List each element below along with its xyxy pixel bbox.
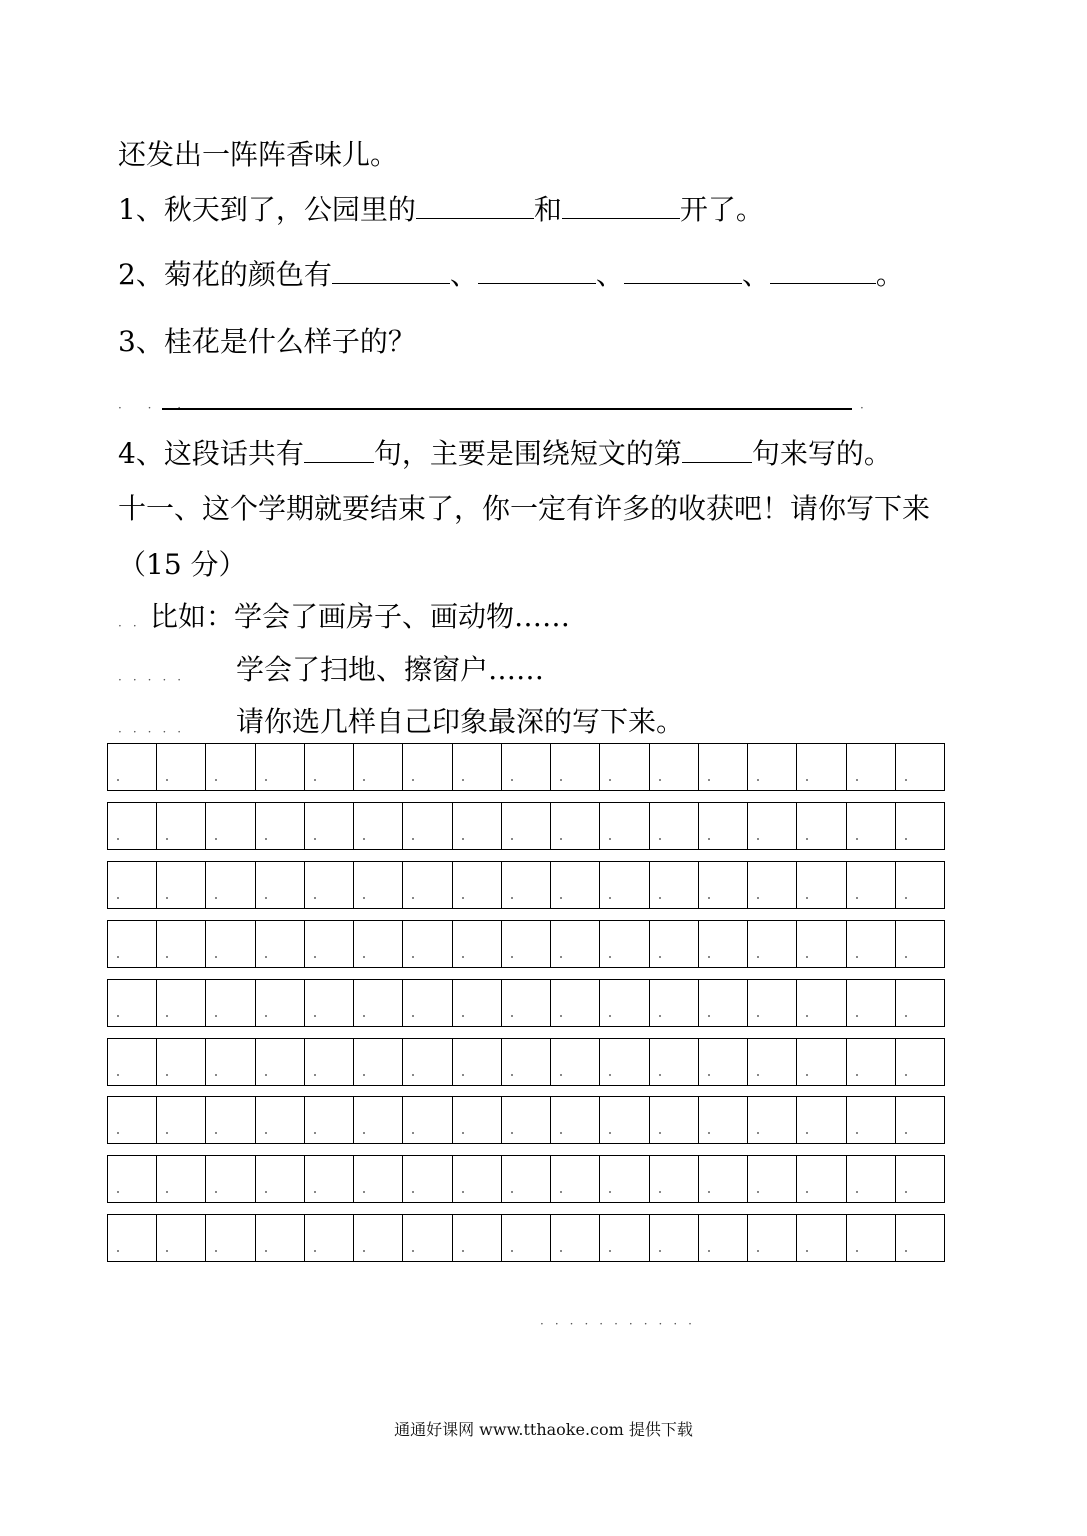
grid-cell[interactable] — [502, 1215, 551, 1261]
grid-cell[interactable] — [699, 1097, 748, 1143]
grid-cell[interactable] — [600, 1215, 649, 1261]
grid-cell[interactable] — [896, 744, 944, 790]
grid-cell[interactable] — [748, 921, 797, 967]
grid-row — [107, 1155, 945, 1203]
grid-cell[interactable] — [600, 980, 649, 1026]
grid-cell[interactable] — [206, 1156, 255, 1202]
example-2-text: 学会了扫地、擦窗户…… — [236, 653, 545, 686]
grid-cell[interactable] — [157, 1039, 206, 1085]
answer-line[interactable] — [162, 408, 852, 410]
grid-cell[interactable] — [847, 1215, 896, 1261]
grid-cell[interactable] — [551, 744, 600, 790]
grid-cell[interactable] — [108, 1215, 157, 1261]
grid-cell[interactable] — [896, 1156, 944, 1202]
question-4-prefix: 4、这段话共有 — [118, 437, 304, 470]
grid-cell[interactable] — [847, 803, 896, 849]
grid-cell[interactable] — [699, 1215, 748, 1261]
grid-cell[interactable] — [157, 803, 206, 849]
grid-cell[interactable] — [551, 1039, 600, 1085]
grid-cell[interactable] — [206, 980, 255, 1026]
dot-leader: ····· — [118, 673, 193, 687]
grid-cell[interactable] — [896, 1039, 944, 1085]
grid-cell[interactable] — [650, 980, 699, 1026]
grid-row — [107, 743, 945, 791]
grid-cell[interactable] — [551, 980, 600, 1026]
grid-cell[interactable] — [896, 803, 944, 849]
grid-cell[interactable] — [650, 921, 699, 967]
grid-cell[interactable] — [354, 744, 403, 790]
question-3-text: 3、桂花是什么样子的？ — [118, 325, 416, 358]
grid-cell[interactable] — [305, 921, 354, 967]
grid-cell[interactable] — [502, 921, 551, 967]
answer-blank[interactable] — [332, 261, 450, 284]
grid-cell[interactable] — [108, 862, 157, 908]
grid-cell[interactable] — [354, 921, 403, 967]
question-4 — [118, 437, 892, 471]
grid-cell[interactable] — [797, 803, 846, 849]
grid-cell[interactable] — [699, 980, 748, 1026]
grid-cell[interactable] — [108, 1156, 157, 1202]
grid-cell[interactable] — [206, 862, 255, 908]
example-line-1 — [150, 600, 570, 634]
grid-cell[interactable] — [453, 980, 502, 1026]
grid-cell[interactable] — [256, 921, 305, 967]
grid-cell[interactable] — [403, 744, 452, 790]
answer-blank[interactable] — [770, 261, 876, 284]
continuation-line — [118, 138, 398, 172]
question-1 — [118, 193, 764, 227]
grid-cell[interactable] — [748, 744, 797, 790]
grid-cell[interactable] — [847, 980, 896, 1026]
question-4-mid: 句，主要是围绕短文的第 — [373, 437, 682, 470]
grid-cell[interactable] — [551, 1156, 600, 1202]
grid-cell[interactable] — [896, 862, 944, 908]
grid-cell[interactable] — [157, 1215, 206, 1261]
grid-row — [107, 920, 945, 968]
grid-cell[interactable] — [108, 1097, 157, 1143]
grid-cell[interactable] — [256, 1156, 305, 1202]
separator: 、 — [449, 258, 478, 291]
dot-leader: ····· — [118, 725, 193, 739]
grid-cell[interactable] — [305, 1097, 354, 1143]
grid-cell[interactable] — [256, 803, 305, 849]
score-text: （15 分） — [118, 548, 247, 581]
grid-row — [107, 1096, 945, 1144]
grid-cell[interactable] — [748, 1215, 797, 1261]
grid-cell[interactable] — [453, 862, 502, 908]
grid-cell[interactable] — [502, 1156, 551, 1202]
grid-cell[interactable] — [551, 1215, 600, 1261]
question-1-suffix: 开了。 — [679, 193, 764, 226]
grid-cell[interactable] — [748, 862, 797, 908]
answer-blank[interactable] — [416, 196, 534, 219]
grid-cell[interactable] — [256, 744, 305, 790]
grid-cell[interactable] — [847, 1097, 896, 1143]
grid-cell[interactable] — [502, 744, 551, 790]
grid-cell[interactable] — [403, 803, 452, 849]
grid-cell[interactable] — [797, 1039, 846, 1085]
grid-cell[interactable] — [354, 1039, 403, 1085]
grid-cell[interactable] — [650, 1039, 699, 1085]
question-2-end: 。 — [875, 258, 904, 291]
question-3 — [118, 325, 416, 359]
grid-cell[interactable] — [797, 1156, 846, 1202]
example-line-2 — [236, 653, 544, 687]
grid-cell[interactable] — [354, 803, 403, 849]
grid-cell[interactable] — [896, 921, 944, 967]
separator: 、 — [741, 258, 770, 291]
grid-cell[interactable] — [797, 1215, 846, 1261]
grid-cell[interactable] — [699, 862, 748, 908]
grid-cell[interactable] — [699, 1039, 748, 1085]
grid-row — [107, 979, 945, 1027]
dot-leader: ··········· — [540, 1317, 703, 1331]
grid-cell[interactable] — [453, 803, 502, 849]
grid-cell[interactable] — [748, 1156, 797, 1202]
grid-cell[interactable] — [256, 862, 305, 908]
grid-cell[interactable] — [403, 1039, 452, 1085]
answer-blank[interactable] — [562, 196, 680, 219]
grid-cell[interactable] — [502, 862, 551, 908]
grid-cell[interactable] — [847, 744, 896, 790]
dot-leader: ·· — [118, 619, 148, 633]
grid-cell[interactable] — [453, 744, 502, 790]
grid-cell[interactable] — [551, 1097, 600, 1143]
grid-cell[interactable] — [502, 1039, 551, 1085]
grid-cell[interactable] — [256, 980, 305, 1026]
grid-cell[interactable] — [157, 862, 206, 908]
answer-blank[interactable] — [478, 261, 596, 284]
question-1-prefix: 1、秋天到了，公园里的 — [118, 193, 416, 226]
grid-cell[interactable] — [551, 803, 600, 849]
answer-blank[interactable] — [304, 440, 374, 463]
grid-cell[interactable] — [305, 744, 354, 790]
dot-leader: · · · — [118, 401, 193, 415]
grid-cell[interactable] — [354, 862, 403, 908]
question-1-mid: 和 — [533, 193, 562, 226]
grid-cell[interactable] — [699, 803, 748, 849]
example-line-3 — [236, 705, 684, 739]
grid-cell[interactable] — [600, 744, 649, 790]
grid-cell[interactable] — [600, 1097, 649, 1143]
grid-row — [107, 802, 945, 850]
grid-cell[interactable] — [797, 744, 846, 790]
grid-cell[interactable] — [108, 980, 157, 1026]
answer-blank[interactable] — [682, 440, 752, 463]
grid-cell[interactable] — [896, 1097, 944, 1143]
grid-cell[interactable] — [748, 980, 797, 1026]
grid-cell[interactable] — [847, 921, 896, 967]
grid-row — [107, 1214, 945, 1262]
grid-cell[interactable] — [650, 1097, 699, 1143]
grid-cell[interactable] — [847, 1039, 896, 1085]
grid-cell[interactable] — [157, 921, 206, 967]
question-2 — [118, 258, 904, 292]
grid-cell[interactable] — [354, 980, 403, 1026]
grid-cell[interactable] — [157, 744, 206, 790]
grid-cell[interactable] — [600, 803, 649, 849]
example-3-text: 请你选几样自己印象最深的写下来。 — [236, 705, 685, 738]
grid-cell[interactable] — [453, 1156, 502, 1202]
grid-cell[interactable] — [699, 744, 748, 790]
grid-cell[interactable] — [797, 980, 846, 1026]
grid-cell[interactable] — [650, 1215, 699, 1261]
question-2-prefix: 2、菊花的颜色有 — [118, 258, 332, 291]
grid-cell[interactable] — [403, 1215, 452, 1261]
separator: 、 — [595, 258, 624, 291]
grid-cell[interactable] — [650, 744, 699, 790]
grid-cell[interactable] — [206, 744, 255, 790]
grid-cell[interactable] — [206, 803, 255, 849]
grid-cell[interactable] — [305, 1039, 354, 1085]
grid-cell[interactable] — [650, 803, 699, 849]
grid-cell[interactable] — [797, 862, 846, 908]
continuation-text: 还发出一阵阵香味儿。 — [118, 138, 399, 171]
grid-cell[interactable] — [206, 1039, 255, 1085]
grid-cell[interactable] — [157, 1156, 206, 1202]
grid-cell[interactable] — [502, 1097, 551, 1143]
grid-cell[interactable] — [403, 1156, 452, 1202]
grid-cell[interactable] — [256, 1039, 305, 1085]
grid-cell[interactable] — [748, 1097, 797, 1143]
grid-cell[interactable] — [206, 1097, 255, 1143]
grid-cell[interactable] — [354, 1097, 403, 1143]
grid-cell[interactable] — [600, 1156, 649, 1202]
grid-cell[interactable] — [305, 1215, 354, 1261]
grid-cell[interactable] — [797, 921, 846, 967]
grid-cell[interactable] — [600, 921, 649, 967]
grid-cell[interactable] — [157, 1097, 206, 1143]
grid-cell[interactable] — [403, 1097, 452, 1143]
grid-cell[interactable] — [699, 921, 748, 967]
grid-cell[interactable] — [502, 980, 551, 1026]
grid-cell[interactable] — [847, 1156, 896, 1202]
grid-cell[interactable] — [305, 1156, 354, 1202]
grid-cell[interactable] — [453, 921, 502, 967]
grid-cell[interactable] — [108, 803, 157, 849]
grid-cell[interactable] — [403, 862, 452, 908]
grid-cell[interactable] — [453, 1097, 502, 1143]
grid-row — [107, 861, 945, 909]
section-11-score — [118, 548, 247, 582]
grid-cell[interactable] — [206, 921, 255, 967]
section-11-title — [118, 492, 930, 526]
writing-grid — [107, 743, 945, 1264]
grid-cell[interactable] — [206, 1215, 255, 1261]
grid-cell[interactable] — [256, 1097, 305, 1143]
grid-cell[interactable] — [551, 921, 600, 967]
grid-cell[interactable] — [403, 980, 452, 1026]
grid-cell[interactable] — [896, 1215, 944, 1261]
footer-credit: 通通好课网 www.tthaoke.com 提供下载 — [394, 1420, 693, 1439]
grid-cell[interactable] — [305, 803, 354, 849]
grid-cell[interactable] — [453, 1039, 502, 1085]
grid-cell[interactable] — [502, 803, 551, 849]
grid-cell[interactable] — [600, 862, 649, 908]
grid-cell[interactable] — [896, 980, 944, 1026]
grid-cell[interactable] — [699, 1156, 748, 1202]
grid-cell[interactable] — [108, 744, 157, 790]
grid-cell[interactable] — [403, 921, 452, 967]
grid-cell[interactable] — [847, 862, 896, 908]
grid-cell[interactable] — [305, 980, 354, 1026]
grid-cell[interactable] — [453, 1215, 502, 1261]
grid-cell[interactable] — [305, 862, 354, 908]
dot-leader: · — [860, 401, 875, 415]
grid-cell[interactable] — [256, 1215, 305, 1261]
grid-cell[interactable] — [354, 1156, 403, 1202]
grid-cell[interactable] — [157, 980, 206, 1026]
grid-cell[interactable] — [600, 1039, 649, 1085]
grid-cell[interactable] — [748, 803, 797, 849]
section-11-title-text: 十一、这个学期就要结束了，你一定有许多的收获吧！请你写下来 — [118, 492, 931, 525]
grid-cell[interactable] — [551, 862, 600, 908]
grid-cell[interactable] — [797, 1097, 846, 1143]
grid-cell[interactable] — [650, 1156, 699, 1202]
grid-cell[interactable] — [108, 1039, 157, 1085]
example-1-text: 比如：学会了画房子、画动物…… — [150, 600, 571, 633]
grid-cell[interactable] — [354, 1215, 403, 1261]
grid-cell[interactable] — [748, 1039, 797, 1085]
answer-blank[interactable] — [624, 261, 742, 284]
question-4-suffix: 句来写的。 — [751, 437, 892, 470]
grid-cell[interactable] — [650, 862, 699, 908]
grid-cell[interactable] — [108, 921, 157, 967]
grid-row — [107, 1038, 945, 1086]
